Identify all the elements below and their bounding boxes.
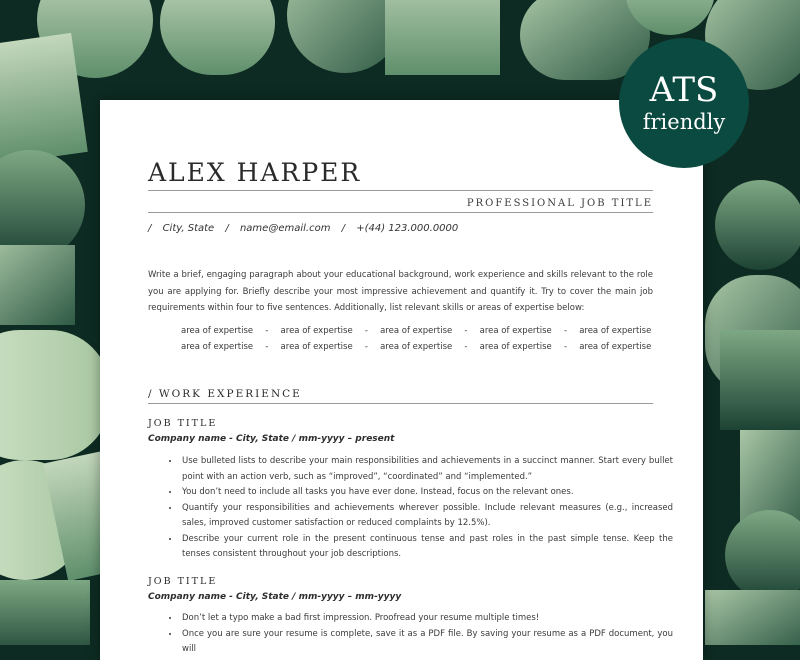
expertise-separator: - [265,326,269,336]
list-item: • Use bulleted lists to describe your main responsibilities and achievements in a succinct manner. Start every bullet point with an action verb, such as “improved”, “coordinated” and “implemented.” [180,454,673,485]
expertise-item: area of expertise [380,342,453,352]
contact-separator: / [148,223,152,234]
company-line: Company name - City, State / mm-yyyy – present [148,434,395,444]
resume-page [100,100,703,660]
expertise-separator: - [563,342,568,352]
expertise-item: area of expertise [181,326,254,336]
summary-paragraph: Write a brief, engaging paragraph about your educational background, work experience and skills relevant to the role you are applying for. Briefly describe your most impressive achievement and quantify it. Try to cover the main job requirements within four to five sentences. Additionally, list relevant skills or areas of expertise below: [148,270,653,313]
contact-email: name@email.com [239,223,331,234]
name-divider [148,190,653,191]
expertise-separator: - [563,326,568,336]
contact-line [148,223,466,234]
expertise-separator: - [464,342,468,352]
expertise-item: area of expertise [579,342,652,352]
ats-friendly-badge [619,38,749,168]
section-divider [148,403,653,404]
work-experience-heading: / WORK EXPERIENCE [148,388,302,400]
resume-name: ALEX HARPER [148,158,362,187]
professional-job-title: PROFESSIONAL JOB TITLE [466,198,653,209]
job-title: JOB TITLE [148,576,218,587]
list-item: • Describe your current role in the present continuous tense and past roles in the past simple tense. Keep the tenses consistent throughout your job descriptions. [180,532,673,563]
expertise-item: area of expertise [479,326,552,336]
company-line: Company name - City, State / mm-yyyy – mm-yyyy [148,592,402,602]
expertise-row-1 [181,326,651,336]
expertise-separator: - [464,326,468,336]
job-bullet-list [160,454,673,563]
expertise-separator: - [364,326,368,336]
title-divider [148,212,653,213]
expertise-row-2 [181,342,651,352]
badge-line-friendly: friendly [642,110,726,134]
contact-separator: / [225,223,229,234]
contact-location: City, State [162,223,215,234]
expertise-separator: - [364,342,368,352]
expertise-separator: - [265,342,269,352]
expertise-item: area of expertise [280,326,353,336]
expertise-item: area of expertise [181,342,254,352]
badge-line-ats: ATS [649,70,719,110]
expertise-item: area of expertise [380,326,453,336]
list-item: • You don’t need to include all tasks you have ever done. Instead, focus on the relevant ones. [180,485,673,501]
expertise-item: area of expertise [579,326,652,336]
list-item: • Quantify your responsibilities and achievements wherever possible. Include relevant measures (e.g., increased sales, improved customer satisfaction or reduced complaints by 12.5%). [180,501,673,532]
job-bullet-list [160,611,673,658]
contact-phone: +(44) 123.000.0000 [356,223,459,234]
expertise-item: area of expertise [479,342,552,352]
list-item: • Once you are sure your resume is complete, save it as a PDF file. By saving your resume as a PDF document, you will [180,627,673,658]
contact-separator: / [341,223,346,234]
job-title: JOB TITLE [148,418,218,429]
expertise-item: area of expertise [280,342,353,352]
list-item: • Don’t let a typo make a bad first impression. Proofread your resume multiple times! [180,611,673,627]
